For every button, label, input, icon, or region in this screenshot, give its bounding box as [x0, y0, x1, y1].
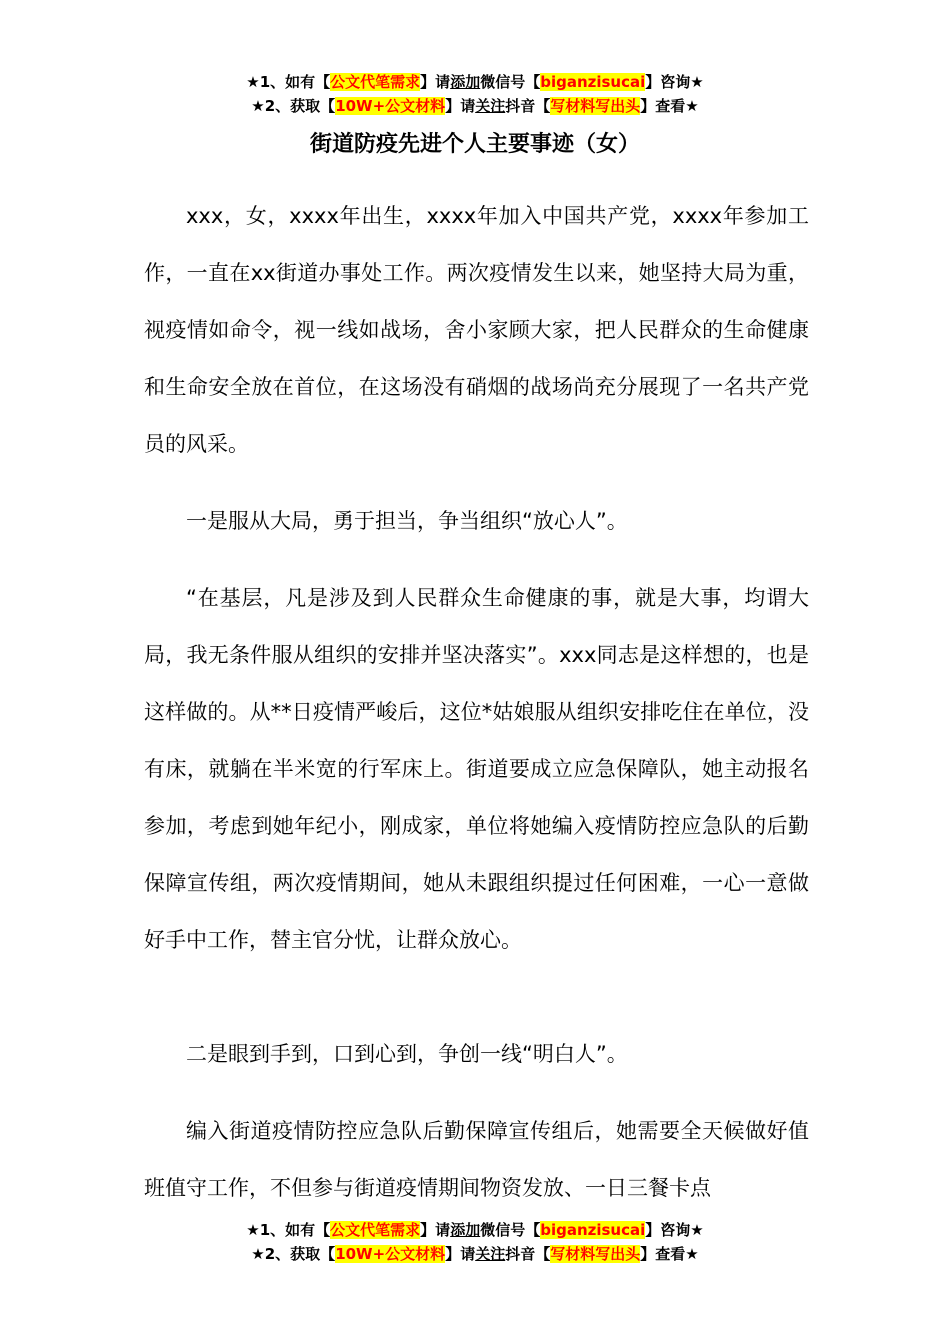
promo-text: 】咨询★: [645, 73, 704, 91]
promo-wechat-id: biganzisucai: [540, 1221, 646, 1239]
promo-douyin-id: 写材料写出头: [550, 1245, 641, 1263]
paragraph-section-1: “在基层，凡是涉及到人民群众生命健康的事，就是大事，均谓大局，我无条件服从组织的安排并坚决落实”。xxx同志是这样想的，也是这样做的。从**日疫情严峻后，这位*姑娘服从组织安排吃住在单位，没有床，就躺在半米宽的行军床上。街道要成立应急保障队，她主动报名参加，考虑到她年纪小，刚成家，单位将她编入疫情防控应急队的后勤保障宣传组，两次疫情期间，她从未跟组织提过任何困难，一心一意做好手中工作，替主官分忧，让群众放心。: [144, 586, 809, 952]
section-heading-1: 一是服从大局，勇于担当，争当组织“放心人”。: [186, 509, 628, 533]
promo-text: 】咨询★: [645, 1221, 704, 1239]
promo-text: 】请: [420, 1221, 451, 1239]
footer-promo-banner: [0, 1218, 950, 1266]
paragraph-section-2: 编入街道疫情防控应急队后勤保障宣传组后，她需要全天候做好值班值守工作，不但参与街道疫情期间物资发放、一日三餐卡点: [144, 1119, 809, 1200]
promo-line-1: [0, 70, 950, 94]
promo-highlight: 10W+公文材料: [335, 97, 446, 115]
promo-wechat-id: biganzisucai: [540, 73, 646, 91]
promo-highlight: 公文代笔需求: [330, 1221, 421, 1239]
header-promo-banner: [0, 70, 950, 118]
promo-highlight: 10W+公文材料: [335, 1245, 446, 1263]
promo-text: 】请: [445, 1245, 476, 1263]
promo-underlined: 添加: [450, 73, 481, 91]
promo-text: 】请: [445, 97, 476, 115]
promo-underlined: 关注: [475, 97, 506, 115]
promo-text: 】查看★: [640, 97, 699, 115]
promo-text: ★1、如有【: [246, 73, 331, 91]
promo-line-2: [0, 1242, 950, 1266]
promo-text: ★1、如有【: [246, 1221, 331, 1239]
promo-line-2: [0, 94, 950, 118]
promo-highlight: 公文代笔需求: [330, 73, 421, 91]
promo-text: ★2、获取【: [251, 97, 336, 115]
promo-text: 微信号【: [480, 73, 541, 91]
promo-line-1: [0, 1218, 950, 1242]
document-body: [144, 188, 809, 1217]
paragraph-intro: xxx，女，xxxx年出生，xxxx年加入中国共产党，xxxx年参加工作，一直在xx街道办事处工作。两次疫情发生以来，她坚持大局为重，视疫情如命令，视一线如战场，舍小家顾大家，把人民群众的生命健康和生命安全放在首位，在这场没有硝烟的战场尚充分展现了一名共产党员的风采。: [144, 204, 809, 456]
promo-text: 抖音【: [505, 1245, 551, 1263]
promo-underlined: 添加: [450, 1221, 481, 1239]
section-heading-2: 二是眼到手到，口到心到，争创一线“明白人”。: [186, 1042, 628, 1066]
promo-text: 】查看★: [640, 1245, 699, 1263]
promo-douyin-id: 写材料写出头: [550, 97, 641, 115]
document-title: 街道防疫先进个人主要事迹（女）: [309, 132, 640, 157]
promo-text: 微信号【: [480, 1221, 541, 1239]
promo-text: ★2、获取【: [251, 1245, 336, 1263]
promo-text: 抖音【: [505, 97, 551, 115]
promo-underlined: 关注: [475, 1245, 506, 1263]
promo-text: 】请: [420, 73, 451, 91]
